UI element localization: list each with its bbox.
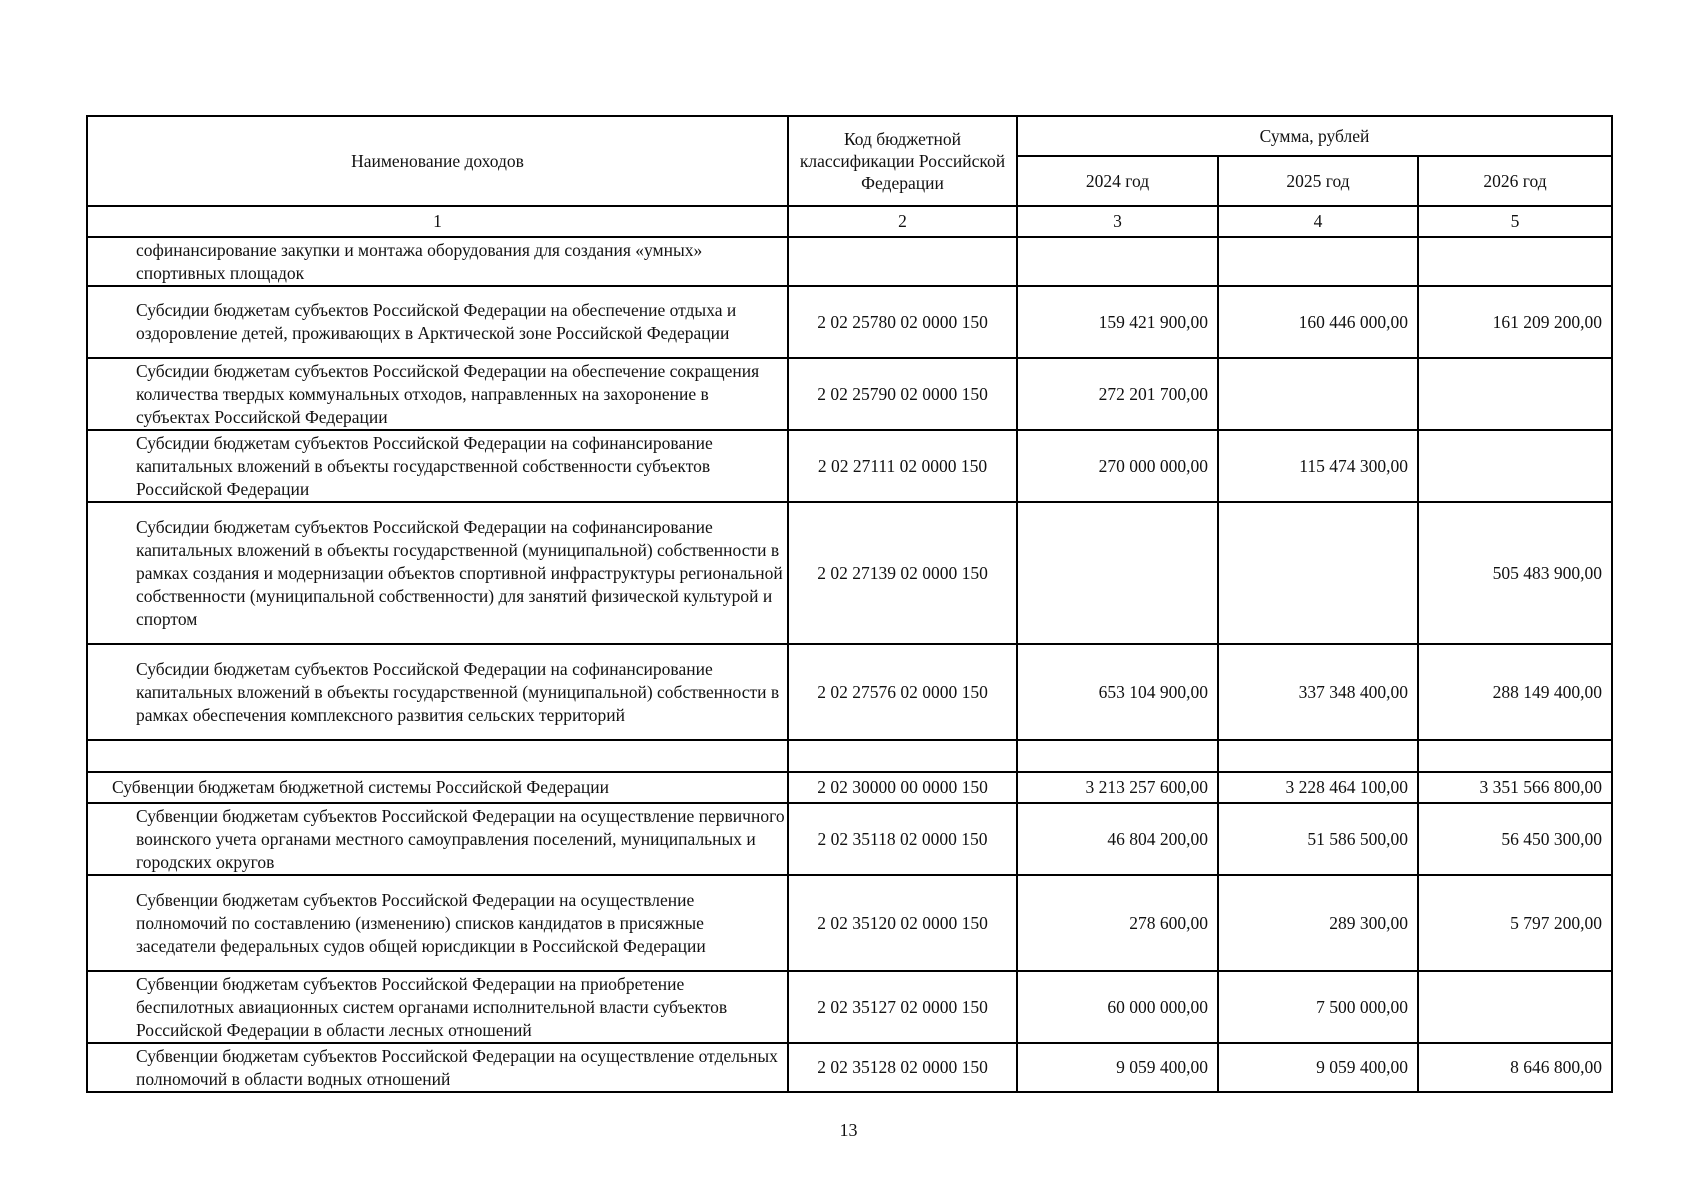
amount-2025: 3 228 464 100,00 [1218,772,1418,803]
amount-2026 [1418,358,1612,430]
amount-2025 [1218,502,1418,644]
table-row [87,644,1612,740]
column-number: 4 [1218,206,1418,237]
budget-code: 2 02 35118 02 0000 150 [788,803,1017,875]
amount-2026: 5 797 200,00 [1418,875,1612,971]
income-name: Субвенции бюджетам субъектов Российской Федерации на осуществление первичного воинского учета органами местного самоуправления поселений, муниципальных и городских округов [87,803,788,875]
budget-code: 2 02 25790 02 0000 150 [788,358,1017,430]
amount-2025 [1218,237,1418,286]
amount-2025: 160 446 000,00 [1218,286,1418,358]
income-name: Субвенции бюджетам субъектов Российской Федерации на осуществление отдельных полномочий в области водных отношений [87,1043,788,1092]
column-number: 3 [1017,206,1218,237]
table-row [87,1043,1612,1092]
amount-2025: 9 059 400,00 [1218,1043,1418,1092]
amount-2024: 60 000 000,00 [1017,971,1218,1043]
header-income-name: Наименование доходов [87,116,788,206]
budget-code: 2 02 35128 02 0000 150 [788,1043,1017,1092]
amount-2026 [1418,971,1612,1043]
amount-2026 [1418,237,1612,286]
amount-2024 [1017,502,1218,644]
amount-2026: 3 351 566 800,00 [1418,772,1612,803]
table-row [87,971,1612,1043]
budget-code: 2 02 35120 02 0000 150 [788,875,1017,971]
income-name: Субсидии бюджетам субъектов Российской Федерации на софинансирование капитальных вложений в объекты государственной собственности субъектов Российской Федерации [87,430,788,502]
amount-2025: 7 500 000,00 [1218,971,1418,1043]
amount-2024: 46 804 200,00 [1017,803,1218,875]
column-number: 2 [788,206,1017,237]
amount-2026: 56 450 300,00 [1418,803,1612,875]
amount-2025: 51 586 500,00 [1218,803,1418,875]
income-name: Субсидии бюджетам субъектов Российской Федерации на обеспечение отдыха и оздоровление детей, проживающих в Арктической зоне Российской Федерации [87,286,788,358]
budget-code [788,237,1017,286]
amount-2026: 161 209 200,00 [1418,286,1612,358]
budget-code: 2 02 35127 02 0000 150 [788,971,1017,1043]
amount-2024: 653 104 900,00 [1017,644,1218,740]
column-number: 5 [1418,206,1612,237]
income-name: Субвенции бюджетам субъектов Российской Федерации на приобретение беспилотных авиационных систем органами исполнительной власти субъектов Российской Федерации в области лесных отношений [87,971,788,1043]
budget-code: 2 02 27576 02 0000 150 [788,644,1017,740]
amount-2024 [1017,740,1218,772]
amount-2024: 9 059 400,00 [1017,1043,1218,1092]
table-row [87,875,1612,971]
income-name: Субвенции бюджетам субъектов Российской Федерации на осуществление полномочий по составлению (изменению) списков кандидатов в присяжные заседатели федеральных судов общей юрисдикции в Российской Федерации [87,875,788,971]
header-year-2025: 2025 год [1218,156,1418,206]
amount-2026: 288 149 400,00 [1418,644,1612,740]
header-year-2026: 2026 год [1418,156,1612,206]
amount-2025 [1218,358,1418,430]
amount-2025: 289 300,00 [1218,875,1418,971]
amount-2026: 505 483 900,00 [1418,502,1612,644]
amount-2024 [1017,237,1218,286]
income-name: Субсидии бюджетам субъектов Российской Федерации на софинансирование капитальных вложений в объекты государственной (муниципальной) собственности в рамках создания и модернизации объектов спортивной инфраструктуры региональной собственности (муниципальной собственности) для занятий физической культурой и спортом [87,502,788,644]
amount-2025: 337 348 400,00 [1218,644,1418,740]
income-name: софинансирование закупки и монтажа оборудования для создания «умных» спортивных площадок [87,237,788,286]
table-row [87,237,1612,286]
table-row [87,502,1612,644]
table-row [87,286,1612,358]
table-row [87,358,1612,430]
amount-2024: 270 000 000,00 [1017,430,1218,502]
budget-code [788,740,1017,772]
budget-code: 2 02 27139 02 0000 150 [788,502,1017,644]
amount-2024: 159 421 900,00 [1017,286,1218,358]
income-name [87,740,788,772]
income-name: Субвенции бюджетам бюджетной системы Российской Федерации [87,772,788,803]
amount-2026 [1418,740,1612,772]
header-year-2024: 2024 год [1017,156,1218,206]
table-row [87,430,1612,502]
amount-2024: 278 600,00 [1017,875,1218,971]
income-name: Субсидии бюджетам субъектов Российской Федерации на софинансирование капитальных вложений в объекты государственной (муниципальной) собственности в рамках обеспечения комплексного развития сельских территорий [87,644,788,740]
column-number-row [87,206,1612,237]
column-number: 1 [87,206,788,237]
amount-2024: 272 201 700,00 [1017,358,1218,430]
header-budget-code: Код бюджетной классификации Российской Федерации [788,116,1017,206]
table-row [87,803,1612,875]
header-sum: Сумма, рублей [1017,116,1612,156]
amount-2026: 8 646 800,00 [1418,1043,1612,1092]
page-number: 13 [839,1120,858,1140]
budget-code: 2 02 27111 02 0000 150 [788,430,1017,502]
amount-2025: 115 474 300,00 [1218,430,1418,502]
amount-2025 [1218,740,1418,772]
budget-code: 2 02 25780 02 0000 150 [788,286,1017,358]
amount-2024: 3 213 257 600,00 [1017,772,1218,803]
income-name: Субсидии бюджетам субъектов Российской Федерации на обеспечение сокращения количества твердых коммунальных отходов, направленных на захоронение в субъектах Российской Федерации [87,358,788,430]
amount-2026 [1418,430,1612,502]
budget-code: 2 02 30000 00 0000 150 [788,772,1017,803]
table-row [87,772,1612,803]
table-row [87,740,1612,772]
income-table [86,115,1613,1093]
